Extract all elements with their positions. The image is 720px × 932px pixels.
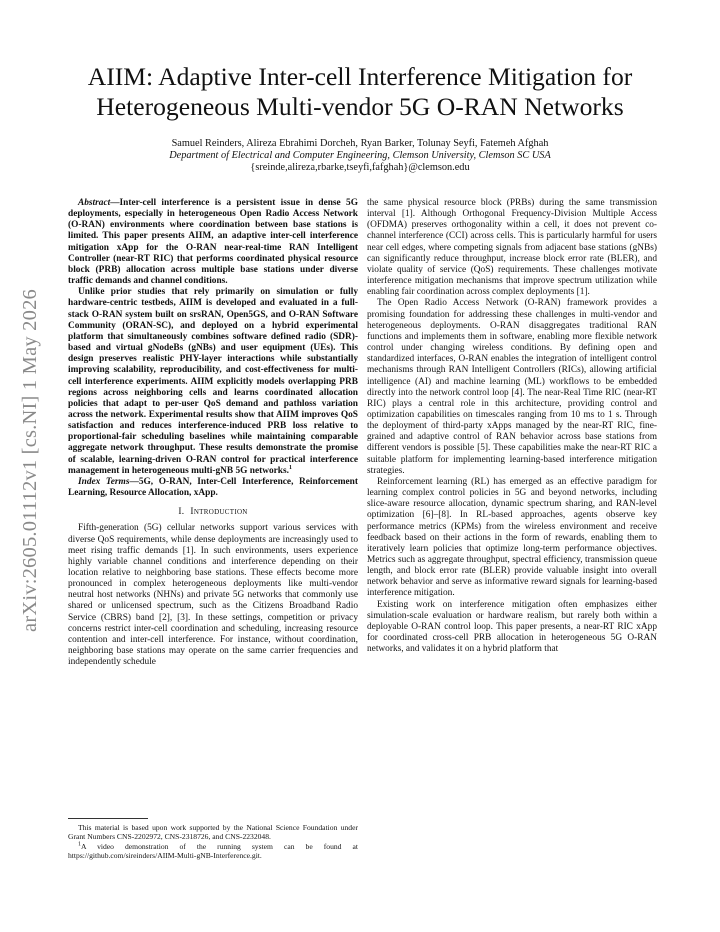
footnotes xyxy=(68,823,358,860)
body-paragraph-1: the same physical resource block (PRBs) during the same transmission interval [1]. Although Orthogonal Frequency-Division Multiple Access (OFDMA) preserves orthogonality within a cell, it does not prevent co-channel interference (CCI) across cells. This is particularly harmful for users near cell edges, where competing signals from adjacent base stations (gNBs) can significantly reduce throughput, increase block error rate (BLER), and violate quality of service (QoS) requirements. These challenges motivate interference mitigation mechanisms that improve spectrum utilization while enabling fair coordination across complex deployments [1]. xyxy=(367,198,657,298)
intro-paragraph: Fifth-generation (5G) cellular networks support various services with diverse QoS requirements, while dense deployments are increasingly used to meet rising traffic demands [1]. In such environments, users experience highly variable channel conditions and interference depending on their location relative to neighboring base stations. These effects become more pronounced in complex heterogeneous deployments like multi-vendor neutral host networks (NHNs) and private 5G networks that commonly use shared or unlicensed spectrum, such as the Citizens Broadband Radio Service (CBRS) band [2], [3]. In these settings, competition or privacy concerns restrict inter-cell coordination and scheduling, increasing resource contention and inter-cell interference. For instance, without coordination, neighboring base stations may operate on the same carrier frequencies and independently schedule xyxy=(68,523,358,668)
index-terms-label: Index Terms xyxy=(78,476,130,487)
title-line-1: AIIM: Adaptive Inter-cell Interference Mitigation for xyxy=(87,62,633,91)
footnote-funding: This material is based upon work supported by the National Science Foundation under Grant Numbers CNS-2202972, CNS-2318726, and CNS-2232048. xyxy=(68,823,358,842)
section-heading-introduction xyxy=(68,507,358,518)
left-column xyxy=(68,198,358,668)
body-paragraph-3: Reinforcement learning (RL) has emerged as an effective paradigm for learning complex control policies in 5G and beyond networks, including slice-aware resource allocation, dynamic spectrum sharing, and RAN-level optimization [6]–[8]. In RL-based approaches, agents observe key performance metrics (KPMs) from the wireless environment and receive feedback based on their actions in the form of rewards, enabling them to iteratively learn policies that optimize long-term performance objectives. Metrics such as aggregate throughput, spectral efficiency, transmission queue length, and block error rate (BLER) provide valuable insight into overall network behavior and serve as informative reward signals for learning-based interference mitigation. xyxy=(367,476,657,599)
index-terms: Index Terms—5G, O-RAN, Inter-Cell Interference, Reinforcement Learning, Resource Allocation, xApp. xyxy=(68,476,358,499)
arxiv-identifier xyxy=(10,250,50,670)
footnote-video-text: A video demonstration of the running system can be found at https://github.com/sireinders/AIIM-Multi-gNB-Interference.git. xyxy=(68,841,358,860)
abstract-label: Abstract xyxy=(78,198,111,208)
right-column xyxy=(367,198,657,655)
abstract-p1: Abstract—Inter-cell interference is a persistent issue in dense 5G deployments, especially in heterogeneous Open Radio Access Network (O-RAN) environments where coordination between base stations is limited. This paper presents AIIM, an adaptive inter-cell interference mitigation xApp for the O-RAN near-real-time RAN Intelligent Controller (near-RT RIC) that performs coordinated physical resource block (PRB) allocation across multiple base stations under diverse traffic demands and channel conditions. xyxy=(68,198,358,287)
abstract-p1-text: Inter-cell interference is a persistent issue in dense 5G deployments, especially in heterogeneous Open Radio Access Network (O-RAN) environments where coordination between base stations is limited. This paper presents AIIM, an adaptive inter-cell interference mitigation xApp for the O-RAN near-real-time RAN Intelligent Controller (near-RT RIC) that performs coordinated physical resource block (PRB) allocation across multiple base stations under diverse traffic demands and channel conditions. xyxy=(68,198,358,287)
section-number: I. xyxy=(178,507,185,518)
footnote-rule xyxy=(68,818,148,819)
footnote-video xyxy=(68,842,358,861)
paper-title xyxy=(50,62,670,122)
section-title: Introduction xyxy=(190,507,248,518)
footnote-video-marker: 1 xyxy=(78,841,81,848)
abstract-p2 xyxy=(68,287,358,477)
index-terms-text: 5G, O-RAN, Inter-Cell Interference, Reinforcement Learning, Resource Allocation, xApp. xyxy=(68,476,358,499)
author-block xyxy=(50,138,670,174)
footnote-marker: 1 xyxy=(288,464,292,471)
body-paragraph-2: The Open Radio Access Network (O-RAN) framework provides a promising foundation for addressing these challenges in multi-vendor and heterogeneous deployments. O-RAN disaggregates traditional RAN functions and implements them in software, enabling more flexible network control under changing wireless conditions. By defining open and standardized interfaces, O-RAN enables the integration of intelligent control mechanisms through RAN Intelligent Controllers (RICs), allowing artificial intelligence (AI) and machine learning (ML) workflows to be embedded directly into the network control loop [4]. The near-Real Time RIC (near-RT RIC) plays a central role in this architecture, providing control and optimization capabilities on timescales ranging from 10 ms to 1 s. Through the deployment of third-party xApps managed by the near-RT RIC, fine-grained and adaptive control of RAN behavior across base stations from different vendors is possible [5]. These capabilities make the near-RT RIC a suitable platform for implementing learning-based interference mitigation strategies. xyxy=(367,298,657,476)
arxiv-id-text: arXiv:2605.01112v1 [cs.NI] 1 May 2026 xyxy=(18,288,41,632)
title-line-2: Heterogeneous Multi-vendor 5G O-RAN Networks xyxy=(96,92,624,121)
abstract-p2-text: Unlike prior studies that rely primarily on simulation or fully hardware-centric testbeds, AIIM is developed and evaluated in a full-stack O-RAN system built on srsRAN, Open5GS, and O-RAN Software Community (ORAN-SC), and deployed on a hybrid experimental platform that simultaneously combines software defined radio (SDR)-based and virtual gNodeBs (gNBs) and user equipment (UEs). This design preserves realistic PHY-layer interactions while substantially improving scalability, reproducibility, and cost-effectiveness for multi-cell interference experiments. AIIM explicitly models overlapping PRB regions across neighboring cells and learns coordinated allocation policies that adapt to per-user QoS demand and pathloss variation across the network. Experimental results show that AIIM improves QoS satisfaction and reduces interference-induced PRB loss relative to proportional-fair scheduling baselines while maintaining comparable aggregate network throughput. These results demonstrate the promise of scalable, learning-driven O-RAN control for practical interference management in heterogeneous multi-gNB 5G networks. xyxy=(68,287,358,476)
body-paragraph-4: Existing work on interference mitigation often emphasizes either simulation-scale evaluation or hardware realism, but rarely both within a deployable O-RAN control loop. This paper presents, a near-RT RIC xApp for coordinated cross-cell PRB allocation in heterogeneous 5G O-RAN networks, and validates it on a hybrid platform that xyxy=(367,599,657,655)
affiliation: Department of Electrical and Computer Engineering, Clemson University, Clemson SC USA xyxy=(169,150,551,161)
author-emails: {sreinde,alireza,rbarke,tseyfi,fafghah}@clemson.edu xyxy=(250,162,470,173)
author-names: Samuel Reinders, Alireza Ebrahimi Dorcheh, Ryan Barker, Tolunay Seyfi, Fatemeh Afghah xyxy=(171,138,549,149)
